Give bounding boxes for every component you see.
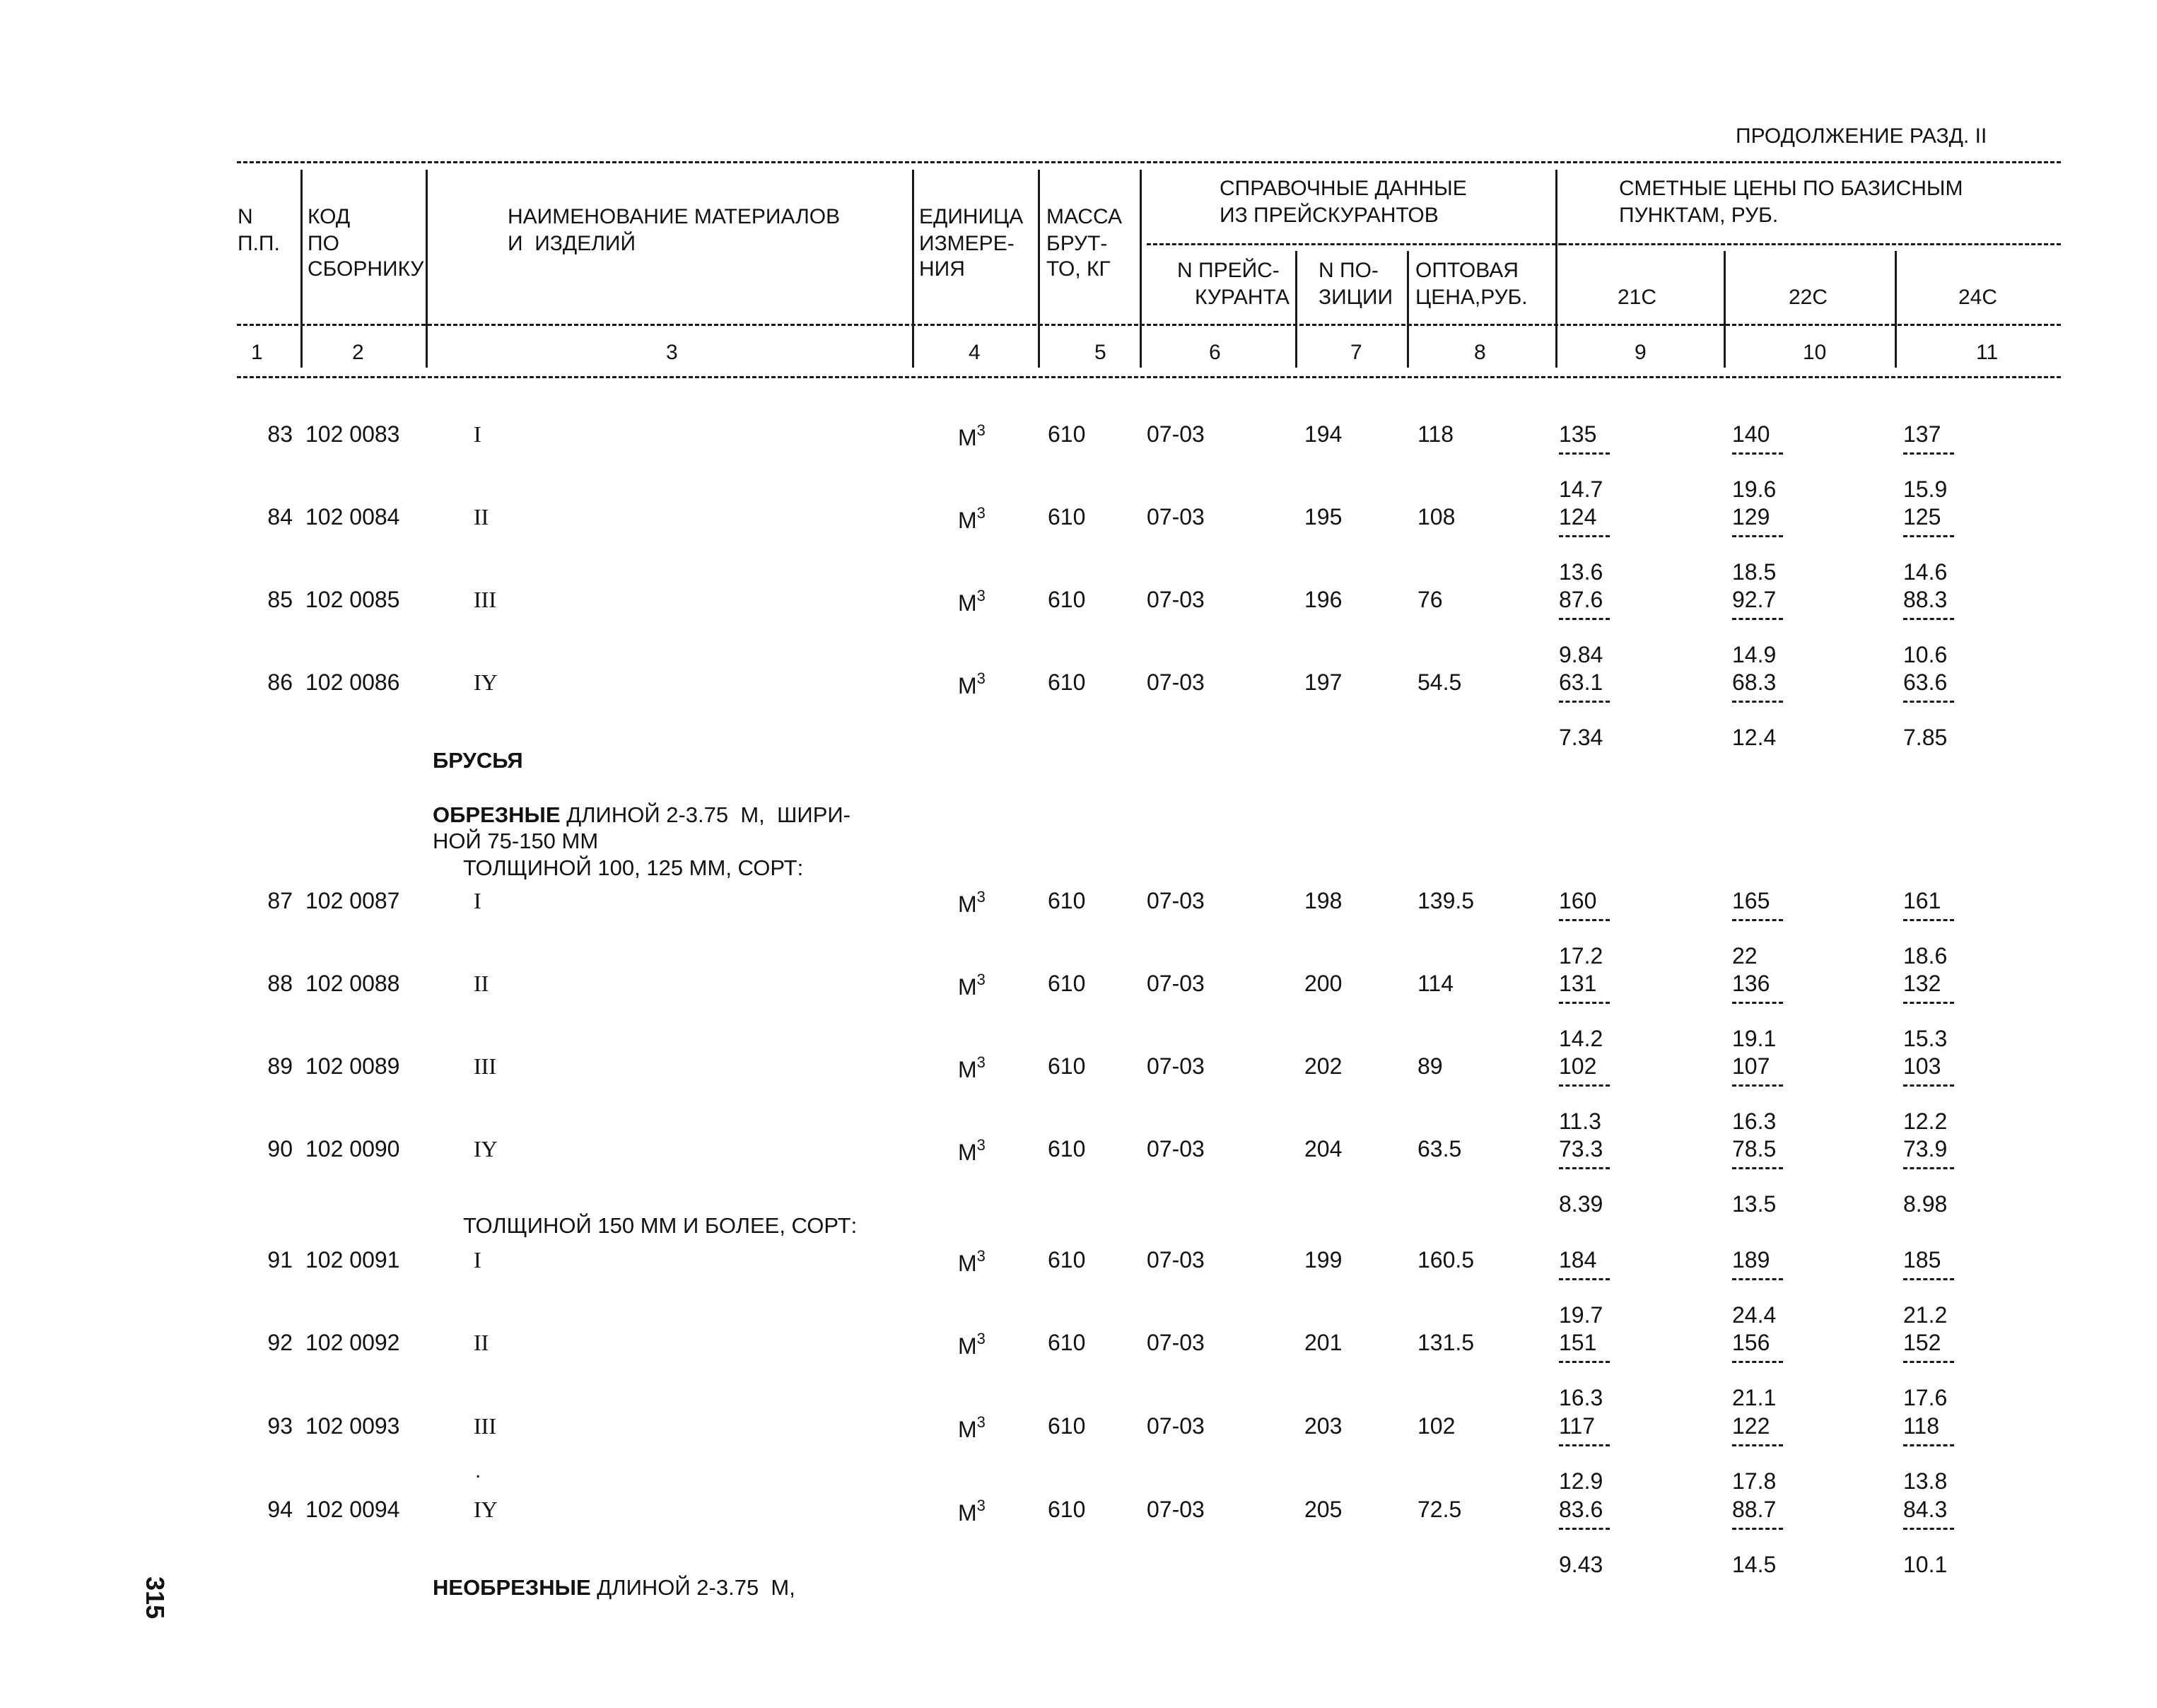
col-divider	[1140, 170, 1142, 368]
col-divider	[300, 170, 303, 368]
row-number: 94	[267, 1497, 293, 1522]
price-c21-numerator: 102	[1559, 1053, 1597, 1079]
ref-group-rule	[1147, 243, 1562, 245]
row-mass: 610	[1048, 504, 1086, 530]
price-c24-denominator: 8.98	[1903, 1191, 1948, 1217]
row-pricelist: 07-03	[1147, 1330, 1205, 1355]
price-c24-denominator: 10.1	[1903, 1552, 1948, 1577]
row-wholesale-price: 89	[1417, 1053, 1443, 1079]
unit-base: М	[958, 1333, 977, 1359]
row-grade: I	[474, 1247, 481, 1273]
row-mass: 610	[1048, 669, 1086, 695]
row-code: 102 0083	[305, 421, 400, 447]
row-mass: 610	[1048, 1330, 1086, 1355]
unit-base: М	[958, 590, 977, 616]
row-pricelist: 07-03	[1147, 669, 1205, 695]
row-position: 195	[1304, 504, 1343, 530]
price-c22-denominator: 22	[1732, 943, 1758, 969]
price-c24-numerator: 103	[1903, 1053, 1941, 1079]
row-pricelist: 07-03	[1147, 971, 1205, 996]
fraction-bar	[1559, 1002, 1610, 1004]
price-c22-numerator: 140	[1732, 421, 1770, 447]
unit-base: М	[958, 1140, 977, 1165]
row-pricelist: 07-03	[1147, 1497, 1205, 1522]
unit-exponent: 3	[976, 1247, 986, 1265]
fraction-bar	[1903, 535, 1954, 537]
unit-base: М	[958, 1417, 977, 1442]
col-divider	[426, 170, 428, 368]
price-c21-denominator: 13.6	[1559, 559, 1603, 585]
row-pricelist: 07-03	[1147, 421, 1205, 447]
row-unit	[958, 588, 986, 614]
row-mass: 610	[1048, 1497, 1086, 1522]
row-number: 93	[267, 1413, 293, 1439]
price-c22-numerator: 129	[1732, 504, 1770, 530]
row-position: 196	[1304, 587, 1343, 612]
row-code: 102 0094	[305, 1497, 400, 1522]
fraction-bar	[1732, 1167, 1783, 1169]
row-grade: III	[474, 1053, 496, 1079]
top-rule	[237, 161, 2061, 163]
row-pricelist: 07-03	[1147, 888, 1205, 913]
price-c24-numerator: 132	[1903, 971, 1941, 996]
row-number: 86	[267, 669, 293, 695]
header-21c: 21С	[1618, 286, 1657, 309]
col-divider	[1724, 251, 1726, 368]
unit-exponent: 3	[976, 1136, 986, 1154]
fraction-bar	[1732, 701, 1783, 703]
row-number: 85	[267, 587, 293, 612]
price-c21-denominator: 9.84	[1559, 642, 1603, 667]
header-code-line2: ПО	[308, 232, 339, 255]
subsection-unedged-bold: НЕОБРЕЗНЫЕ	[433, 1575, 591, 1600]
unit-exponent: 3	[976, 1497, 986, 1514]
fraction-bar	[1732, 1444, 1783, 1446]
row-wholesale-price: 63.5	[1417, 1136, 1462, 1162]
price-c21-denominator: 17.2	[1559, 943, 1603, 969]
subsection-thick: ТОЛЩИНОЙ 150 ММ И БОЛЕЕ, СОРТ:	[463, 1213, 858, 1238]
col-number: 4	[969, 341, 981, 364]
fraction-bar	[1559, 1444, 1610, 1446]
price-c24-denominator: 10.6	[1903, 642, 1948, 667]
price-c22-numerator: 136	[1732, 971, 1770, 996]
fraction-bar	[1903, 1444, 1954, 1446]
row-number: 88	[267, 971, 293, 996]
price-c24-denominator: 13.8	[1903, 1468, 1948, 1494]
price-c21-denominator: 14.2	[1559, 1026, 1603, 1051]
price-c24-numerator: 185	[1903, 1247, 1941, 1273]
row-code: 102 0089	[305, 1053, 400, 1079]
price-c24-denominator: 15.3	[1903, 1026, 1948, 1051]
numbers-bottom-rule	[237, 376, 2061, 378]
row-unit	[958, 423, 986, 449]
row-wholesale-price: 76	[1417, 587, 1443, 612]
fraction-bar	[1903, 618, 1954, 620]
price-group-rule	[1562, 243, 2061, 245]
unit-base: М	[958, 508, 977, 533]
row-unit	[958, 1331, 986, 1357]
row-pricelist: 07-03	[1147, 1053, 1205, 1079]
fraction-bar	[1732, 1278, 1783, 1280]
row-number: 89	[267, 1053, 293, 1079]
price-c22-denominator: 17.8	[1732, 1468, 1777, 1494]
row-wholesale-price: 118	[1417, 421, 1454, 447]
price-c24-numerator: 88.3	[1903, 587, 1948, 612]
row-grade: IY	[474, 1136, 498, 1162]
price-c24-numerator: 125	[1903, 504, 1941, 530]
unit-exponent: 3	[976, 888, 986, 906]
fraction-bar	[1732, 1002, 1783, 1004]
row-wholesale-price: 108	[1417, 504, 1456, 530]
price-c24-numerator: 161	[1903, 888, 1941, 913]
col-divider	[912, 170, 914, 368]
header-unit-line2: ИЗМЕРЕ-	[919, 232, 1015, 255]
fraction-bar	[1903, 1002, 1954, 1004]
row-position: 194	[1304, 421, 1343, 447]
header-mass-line1: МАССА	[1046, 205, 1123, 228]
fraction-bar	[1559, 535, 1610, 537]
unit-exponent: 3	[976, 1413, 986, 1431]
row-grade: II	[474, 1330, 489, 1355]
header-code-line1: КОД	[308, 205, 351, 228]
row-pricelist: 07-03	[1147, 1247, 1205, 1273]
row-grade: II	[474, 504, 489, 530]
col-number: 5	[1094, 341, 1106, 364]
row-number: 83	[267, 421, 293, 447]
price-c24-numerator: 137	[1903, 421, 1941, 447]
stray-dot: .	[475, 1459, 481, 1482]
price-c21-numerator: 63.1	[1559, 669, 1603, 695]
row-mass: 610	[1048, 971, 1086, 996]
price-c21-numerator: 124	[1559, 504, 1597, 530]
row-pricelist: 07-03	[1147, 1136, 1205, 1162]
row-unit	[958, 1498, 986, 1524]
header-pricelist-line1: N ПРЕЙС-	[1177, 259, 1280, 282]
price-c22-denominator: 16.3	[1732, 1109, 1777, 1134]
unit-exponent: 3	[976, 421, 986, 439]
unit-exponent: 3	[976, 1330, 986, 1347]
row-wholesale-price: 139.5	[1417, 888, 1475, 913]
header-code-line3: СБОРНИКУ	[308, 257, 424, 281]
subsection-unedged-rest: ДЛИНОЙ 2-3.75 М,	[590, 1575, 795, 1600]
subsection-edged-line1	[433, 804, 850, 826]
row-wholesale-price: 54.5	[1417, 669, 1462, 695]
row-wholesale-price: 72.5	[1417, 1497, 1462, 1522]
col-number: 2	[352, 341, 364, 364]
price-c24-numerator: 118	[1903, 1413, 1940, 1439]
price-c21-denominator: 9.43	[1559, 1552, 1603, 1577]
row-unit	[958, 1055, 986, 1081]
header-ref-group-line2: ИЗ ПРЕЙСКУРАНТОВ	[1220, 204, 1439, 227]
col-number: 8	[1474, 341, 1486, 364]
row-pricelist: 07-03	[1147, 587, 1205, 612]
price-c24-numerator: 84.3	[1903, 1497, 1948, 1522]
subsection-edged-rest: ДЛИНОЙ 2-3.75 М, ШИРИ-	[560, 802, 850, 827]
col-divider	[1895, 251, 1897, 368]
price-c21-numerator: 131	[1559, 971, 1597, 996]
col-divider	[1555, 170, 1557, 368]
unit-base: М	[958, 974, 977, 1000]
fraction-bar	[1559, 919, 1610, 921]
row-code: 102 0087	[305, 888, 400, 913]
price-c22-numerator: 189	[1732, 1247, 1770, 1273]
row-position: 199	[1304, 1247, 1343, 1273]
fraction-bar	[1903, 919, 1954, 921]
header-price-group-line2: ПУНКТАМ, РУБ.	[1619, 204, 1779, 227]
row-position: 197	[1304, 669, 1343, 695]
header-wholesale-line1: ОПТОВАЯ	[1415, 259, 1519, 282]
price-c21-denominator: 14.7	[1559, 476, 1603, 502]
col-divider	[1407, 251, 1409, 368]
row-mass: 610	[1048, 587, 1086, 612]
fraction-bar	[1732, 618, 1783, 620]
subsection-unedged	[433, 1577, 795, 1598]
unit-base: М	[958, 1057, 977, 1082]
header-bottom-rule	[237, 324, 2061, 326]
row-grade: III	[474, 1413, 496, 1439]
header-24c: 24С	[1958, 286, 1998, 309]
fraction-bar	[1732, 1361, 1783, 1363]
row-position: 203	[1304, 1413, 1343, 1439]
header-name-line2: И ИЗДЕЛИЙ	[508, 232, 636, 255]
col-number: 7	[1350, 341, 1362, 364]
row-mass: 610	[1048, 1053, 1086, 1079]
row-grade: III	[474, 587, 496, 612]
fraction-bar	[1732, 1528, 1783, 1530]
price-c22-numerator: 88.7	[1732, 1497, 1777, 1522]
section-title: БРУСЬЯ	[433, 748, 523, 773]
price-c22-numerator: 92.7	[1732, 587, 1777, 612]
unit-exponent: 3	[976, 1053, 986, 1071]
price-c24-denominator: 17.6	[1903, 1385, 1948, 1410]
price-c22-numerator: 165	[1732, 888, 1770, 913]
header-n-line2: П.П.	[238, 232, 280, 255]
price-c22-numerator: 156	[1732, 1330, 1770, 1355]
row-unit	[958, 1415, 986, 1441]
price-c22-numerator: 68.3	[1732, 669, 1777, 695]
header-22c: 22С	[1789, 286, 1828, 309]
header-mass-line3: ТО, КГ	[1046, 257, 1111, 281]
row-grade: I	[474, 421, 481, 447]
fraction-bar	[1559, 1528, 1610, 1530]
col-divider	[1295, 251, 1297, 368]
row-position: 204	[1304, 1136, 1343, 1162]
row-unit	[958, 972, 986, 998]
price-c22-numerator: 78.5	[1732, 1136, 1777, 1162]
row-mass: 610	[1048, 421, 1086, 447]
row-unit	[958, 671, 986, 697]
col-number: 9	[1635, 341, 1647, 364]
unit-exponent: 3	[976, 587, 986, 604]
price-c21-numerator: 151	[1559, 1330, 1597, 1355]
row-wholesale-price: 114	[1417, 971, 1454, 996]
col-divider	[1038, 170, 1040, 368]
unit-base: М	[958, 891, 977, 917]
row-code: 102 0084	[305, 504, 400, 530]
unit-exponent: 3	[976, 971, 986, 988]
row-code: 102 0088	[305, 971, 400, 996]
price-c22-denominator: 24.4	[1732, 1302, 1777, 1328]
price-c22-denominator: 13.5	[1732, 1191, 1777, 1217]
fraction-bar	[1559, 452, 1610, 455]
row-grade: IY	[474, 669, 498, 695]
row-number: 90	[267, 1136, 293, 1162]
unit-base: М	[958, 1500, 977, 1526]
unit-base: М	[958, 673, 977, 698]
price-c21-numerator: 135	[1559, 421, 1597, 447]
row-code: 102 0090	[305, 1136, 400, 1162]
fraction-bar	[1559, 1167, 1610, 1169]
price-c24-denominator: 15.9	[1903, 476, 1948, 502]
header-price-group-line1: СМЕТНЫЕ ЦЕНЫ ПО БАЗИСНЫМ	[1619, 177, 1963, 200]
price-c24-denominator: 18.6	[1903, 943, 1948, 969]
row-number: 87	[267, 888, 293, 913]
header-mass-line2: БРУТ-	[1046, 232, 1108, 255]
price-c21-numerator: 73.3	[1559, 1136, 1603, 1162]
row-pricelist: 07-03	[1147, 504, 1205, 530]
fraction-bar	[1559, 1361, 1610, 1363]
price-c21-denominator: 12.9	[1559, 1468, 1603, 1494]
fraction-bar	[1732, 535, 1783, 537]
row-mass: 610	[1048, 1136, 1086, 1162]
fraction-bar	[1732, 452, 1783, 455]
row-grade: II	[474, 971, 489, 996]
row-code: 102 0093	[305, 1413, 400, 1439]
row-grade: IY	[474, 1497, 498, 1522]
fraction-bar	[1903, 452, 1954, 455]
header-ref-group-line1: СПРАВОЧНЫЕ ДАННЫЕ	[1220, 177, 1467, 200]
header-n-line1: N	[238, 205, 253, 228]
col-number: 6	[1209, 341, 1221, 364]
col-number: 11	[1976, 341, 1999, 364]
price-c22-denominator: 19.1	[1732, 1026, 1777, 1051]
row-position: 201	[1304, 1330, 1343, 1355]
header-pricelist-line2: КУРАНТА	[1195, 286, 1290, 309]
price-c22-denominator: 12.4	[1732, 725, 1777, 750]
price-c21-numerator: 184	[1559, 1247, 1597, 1273]
row-number: 91	[267, 1247, 293, 1273]
price-c22-denominator: 18.5	[1732, 559, 1777, 585]
row-code: 102 0086	[305, 669, 400, 695]
price-c24-denominator: 21.2	[1903, 1302, 1948, 1328]
row-position: 198	[1304, 888, 1343, 913]
price-c22-numerator: 107	[1732, 1053, 1770, 1079]
fraction-bar	[1903, 1361, 1954, 1363]
row-number: 92	[267, 1330, 293, 1355]
row-wholesale-price: 131.5	[1417, 1330, 1475, 1355]
price-c22-denominator: 14.5	[1732, 1552, 1777, 1577]
col-number: 10	[1803, 341, 1827, 364]
row-wholesale-price: 102	[1417, 1413, 1456, 1439]
row-position: 200	[1304, 971, 1343, 996]
header-wholesale-line2: ЦЕНА,РУБ.	[1415, 286, 1528, 309]
page-number: 315	[141, 1577, 170, 1620]
fraction-bar	[1559, 618, 1610, 620]
row-position: 202	[1304, 1053, 1343, 1079]
price-c21-numerator: 117	[1559, 1413, 1596, 1439]
price-c24-denominator: 14.6	[1903, 559, 1948, 585]
fraction-bar	[1903, 701, 1954, 703]
unit-base: М	[958, 1251, 977, 1276]
subsection-edged-line3: ТОЛЩИНОЙ 100, 125 ММ, СОРТ:	[463, 855, 804, 880]
fraction-bar	[1559, 701, 1610, 703]
fraction-bar	[1732, 1084, 1783, 1087]
price-c24-denominator: 7.85	[1903, 725, 1948, 750]
header-position-line1: N ПО-	[1319, 259, 1379, 282]
price-c22-denominator: 19.6	[1732, 476, 1777, 502]
fraction-bar	[1559, 1278, 1610, 1280]
price-c21-denominator: 8.39	[1559, 1191, 1603, 1217]
subsection-edged-line2: НОЙ 75-150 ММ	[433, 829, 599, 853]
price-c24-denominator: 12.2	[1903, 1109, 1948, 1134]
price-c21-numerator: 83.6	[1559, 1497, 1603, 1522]
price-c22-numerator: 122	[1732, 1413, 1770, 1439]
header-unit-line1: ЕДИНИЦА	[919, 205, 1024, 228]
row-code: 102 0091	[305, 1247, 400, 1273]
row-unit	[958, 1137, 986, 1164]
price-c22-denominator: 14.9	[1732, 642, 1777, 667]
row-unit	[958, 1248, 986, 1275]
col-number: 1	[251, 341, 263, 364]
row-pricelist: 07-03	[1147, 1413, 1205, 1439]
price-c21-denominator: 11.3	[1559, 1109, 1601, 1134]
fraction-bar	[1903, 1278, 1954, 1280]
row-mass: 610	[1048, 888, 1086, 913]
row-unit	[958, 505, 986, 532]
fraction-bar	[1903, 1167, 1954, 1169]
unit-exponent: 3	[976, 669, 986, 687]
header-position-line2: ЗИЦИИ	[1319, 286, 1393, 309]
row-mass: 610	[1048, 1413, 1086, 1439]
fraction-bar	[1903, 1084, 1954, 1087]
unit-base: М	[958, 425, 977, 450]
price-c21-numerator: 87.6	[1559, 587, 1603, 612]
price-c21-denominator: 7.34	[1559, 725, 1603, 750]
fraction-bar	[1559, 1084, 1610, 1087]
row-code: 102 0085	[305, 587, 400, 612]
price-c24-numerator: 152	[1903, 1330, 1941, 1355]
header-unit-line3: НИЯ	[919, 257, 965, 281]
price-c22-denominator: 21.1	[1732, 1385, 1777, 1410]
col-number: 3	[666, 341, 678, 364]
price-c21-denominator: 16.3	[1559, 1385, 1603, 1410]
fraction-bar	[1732, 919, 1783, 921]
row-position: 205	[1304, 1497, 1343, 1522]
price-c24-numerator: 63.6	[1903, 669, 1948, 695]
price-c24-numerator: 73.9	[1903, 1136, 1948, 1162]
row-wholesale-price: 160.5	[1417, 1247, 1475, 1273]
subsection-edged-bold: ОБРЕЗНЫЕ	[433, 802, 561, 827]
row-grade: I	[474, 888, 481, 913]
row-code: 102 0092	[305, 1330, 400, 1355]
unit-exponent: 3	[976, 504, 986, 522]
row-unit	[958, 889, 986, 916]
header-name-line1: НАИМЕНОВАНИЕ МАТЕРИАЛОВ	[508, 205, 841, 228]
row-mass: 610	[1048, 1247, 1086, 1273]
price-c21-denominator: 19.7	[1559, 1302, 1603, 1328]
continuation-label: ПРОДОЛЖЕНИЕ РАЗД. II	[1736, 124, 1987, 148]
fraction-bar	[1903, 1528, 1954, 1530]
row-number: 84	[267, 504, 293, 530]
price-c21-numerator: 160	[1559, 888, 1597, 913]
